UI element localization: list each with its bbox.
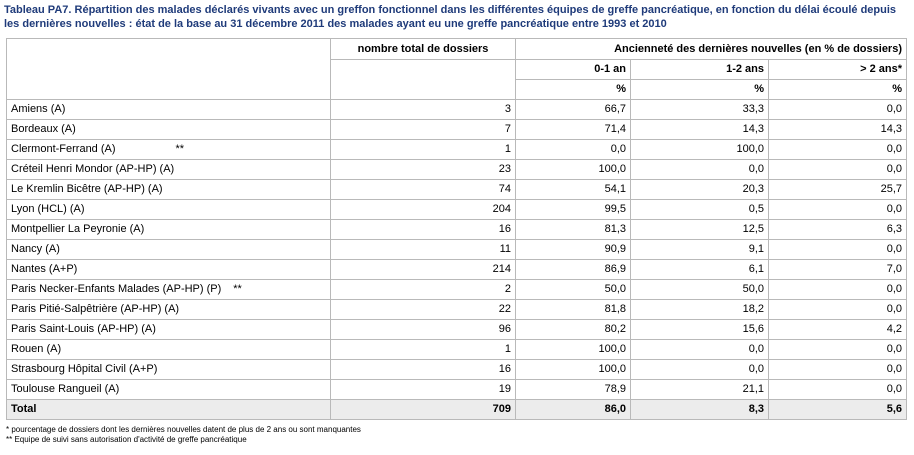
table-row [7, 300, 907, 320]
row-pct-2-plus: 0,0 [769, 340, 907, 360]
row-pct-0-1: 100,0 [516, 160, 631, 180]
row-pct-2-plus: 25,7 [769, 180, 907, 200]
total-row [7, 400, 907, 420]
row-pct-1-2: 0,0 [631, 340, 769, 360]
header-col-1-2-ans: 1-2 ans [631, 60, 769, 80]
row-label [7, 160, 331, 180]
header-blank [7, 39, 331, 100]
row-name: Paris Saint-Louis (AP-HP) (A) [11, 323, 156, 335]
row-pct-2-plus: 0,0 [769, 240, 907, 260]
row-pct-1-2: 12,5 [631, 220, 769, 240]
row-pct-2-plus: 0,0 [769, 100, 907, 120]
row-count: 1 [331, 140, 516, 160]
row-pct-1-2: 9,1 [631, 240, 769, 260]
table-row [7, 340, 907, 360]
row-pct-2-plus: 4,2 [769, 320, 907, 340]
total-label: Total [7, 400, 331, 420]
row-pct-0-1: 80,2 [516, 320, 631, 340]
row-label [7, 260, 331, 280]
row-name: Lyon (HCL) (A) [11, 203, 85, 215]
table-row [7, 220, 907, 240]
row-count: 16 [331, 360, 516, 380]
row-count: 3 [331, 100, 516, 120]
data-table [6, 38, 907, 420]
header-pct-1: % [516, 80, 631, 100]
row-pct-2-plus: 0,0 [769, 200, 907, 220]
row-count: 22 [331, 300, 516, 320]
row-pct-0-1: 78,9 [516, 380, 631, 400]
row-name: Créteil Henri Mondor (AP-HP) (A) [11, 163, 175, 175]
table-row [7, 240, 907, 260]
row-label [7, 180, 331, 200]
row-pct-1-2: 0,0 [631, 160, 769, 180]
row-pct-0-1: 50,0 [516, 280, 631, 300]
total-count: 709 [331, 400, 516, 420]
table-row [7, 180, 907, 200]
row-label [7, 380, 331, 400]
table-row [7, 100, 907, 120]
row-name: Paris Pitié-Salpêtrière (AP-HP) (A) [11, 303, 180, 315]
table-row [7, 200, 907, 220]
row-count: 204 [331, 200, 516, 220]
footnotes [6, 425, 361, 445]
row-count: 74 [331, 180, 516, 200]
row-count: 2 [331, 280, 516, 300]
table-row [7, 360, 907, 380]
row-name: Amiens (A) [11, 103, 66, 115]
row-pct-1-2: 20,3 [631, 180, 769, 200]
row-name: Le Kremlin Bicêtre (AP-HP) (A) [11, 183, 163, 195]
row-label [7, 220, 331, 240]
row-label [7, 140, 331, 160]
row-pct-1-2: 15,6 [631, 320, 769, 340]
row-pct-2-plus: 0,0 [769, 300, 907, 320]
row-pct-1-2: 14,3 [631, 120, 769, 140]
row-count: 11 [331, 240, 516, 260]
row-count: 19 [331, 380, 516, 400]
header-total-dossiers: nombre total de dossiers [331, 39, 516, 60]
total-pct-2-plus: 5,6 [769, 400, 907, 420]
row-pct-2-plus: 6,3 [769, 220, 907, 240]
row-pct-2-plus: 7,0 [769, 260, 907, 280]
row-count: 96 [331, 320, 516, 340]
table-row [7, 320, 907, 340]
row-count: 1 [331, 340, 516, 360]
row-pct-0-1: 66,7 [516, 100, 631, 120]
header-blank-2 [331, 60, 516, 100]
row-label [7, 360, 331, 380]
row-pct-0-1: 81,3 [516, 220, 631, 240]
table-row [7, 120, 907, 140]
table-row [7, 140, 907, 160]
row-pct-0-1: 71,4 [516, 120, 631, 140]
row-pct-0-1: 100,0 [516, 360, 631, 380]
row-name: Strasbourg Hôpital Civil (A+P) [11, 363, 158, 375]
header-col-0-1-an: 0-1 an [516, 60, 631, 80]
row-name: Nantes (A+P) [11, 263, 78, 275]
row-pct-0-1: 54,1 [516, 180, 631, 200]
row-count: 214 [331, 260, 516, 280]
table-row [7, 380, 907, 400]
header-pct-2: % [631, 80, 769, 100]
row-name: Nancy (A) [11, 243, 60, 255]
row-name: Rouen (A) [11, 343, 62, 355]
table-row [7, 260, 907, 280]
footnote-2: ** Equipe de suivi sans autorisation d'activité de greffe pancréatique [6, 435, 247, 444]
row-pct-2-plus: 0,0 [769, 380, 907, 400]
row-pct-1-2: 18,2 [631, 300, 769, 320]
row-pct-1-2: 21,1 [631, 380, 769, 400]
total-pct-0-1: 86,0 [516, 400, 631, 420]
row-pct-2-plus: 0,0 [769, 280, 907, 300]
row-label [7, 320, 331, 340]
header-col-plus-2-ans: > 2 ans* [769, 60, 907, 80]
table-title: Tableau PA7. Répartition des malades déclarés vivants avec un greffon fonctionnel dans les différentes équipes de greffe pancréatique, en fonction du délai écoulé depuis les dernières nouvelles : état de la base au 31 décembre 2011 des malades ayant eu une greffe pancréatique entre 1993 et 2010 [4, 4, 897, 30]
footnote-1: * pourcentage de dossiers dont les dernières nouvelles datent de plus de 2 ans ou sont manquantes [6, 425, 361, 434]
row-name: Montpellier La Peyronie (A) [11, 223, 145, 235]
row-pct-1-2: 0,5 [631, 200, 769, 220]
total-pct-1-2: 8,3 [631, 400, 769, 420]
header-pct-3: % [769, 80, 907, 100]
row-pct-1-2: 33,3 [631, 100, 769, 120]
row-name: Clermont-Ferrand (A) [11, 143, 116, 155]
row-pct-0-1: 86,9 [516, 260, 631, 280]
row-pct-0-1: 0,0 [516, 140, 631, 160]
row-pct-1-2: 100,0 [631, 140, 769, 160]
row-pct-2-plus: 14,3 [769, 120, 907, 140]
row-label [7, 300, 331, 320]
row-pct-0-1: 90,9 [516, 240, 631, 260]
row-label [7, 280, 331, 300]
row-count: 23 [331, 160, 516, 180]
row-footnote-mark: ** [233, 283, 242, 295]
row-pct-1-2: 50,0 [631, 280, 769, 300]
row-label [7, 100, 331, 120]
table-row [7, 160, 907, 180]
row-pct-0-1: 100,0 [516, 340, 631, 360]
row-label [7, 340, 331, 360]
row-label [7, 240, 331, 260]
row-name: Paris Necker-Enfants Malades (AP-HP) (P) [11, 283, 222, 295]
row-count: 16 [331, 220, 516, 240]
row-pct-1-2: 0,0 [631, 360, 769, 380]
row-pct-0-1: 99,5 [516, 200, 631, 220]
table-row [7, 280, 907, 300]
row-pct-0-1: 81,8 [516, 300, 631, 320]
row-label [7, 200, 331, 220]
row-name: Toulouse Rangueil (A) [11, 383, 120, 395]
row-footnote-mark: ** [175, 143, 185, 155]
row-pct-2-plus: 0,0 [769, 160, 907, 180]
row-count: 7 [331, 120, 516, 140]
header-anciennete: Ancienneté des dernières nouvelles (en % de dossiers) [516, 39, 907, 60]
row-pct-2-plus: 0,0 [769, 140, 907, 160]
row-name: Bordeaux (A) [11, 123, 76, 135]
row-pct-1-2: 6,1 [631, 260, 769, 280]
row-label [7, 120, 331, 140]
row-pct-2-plus: 0,0 [769, 360, 907, 380]
